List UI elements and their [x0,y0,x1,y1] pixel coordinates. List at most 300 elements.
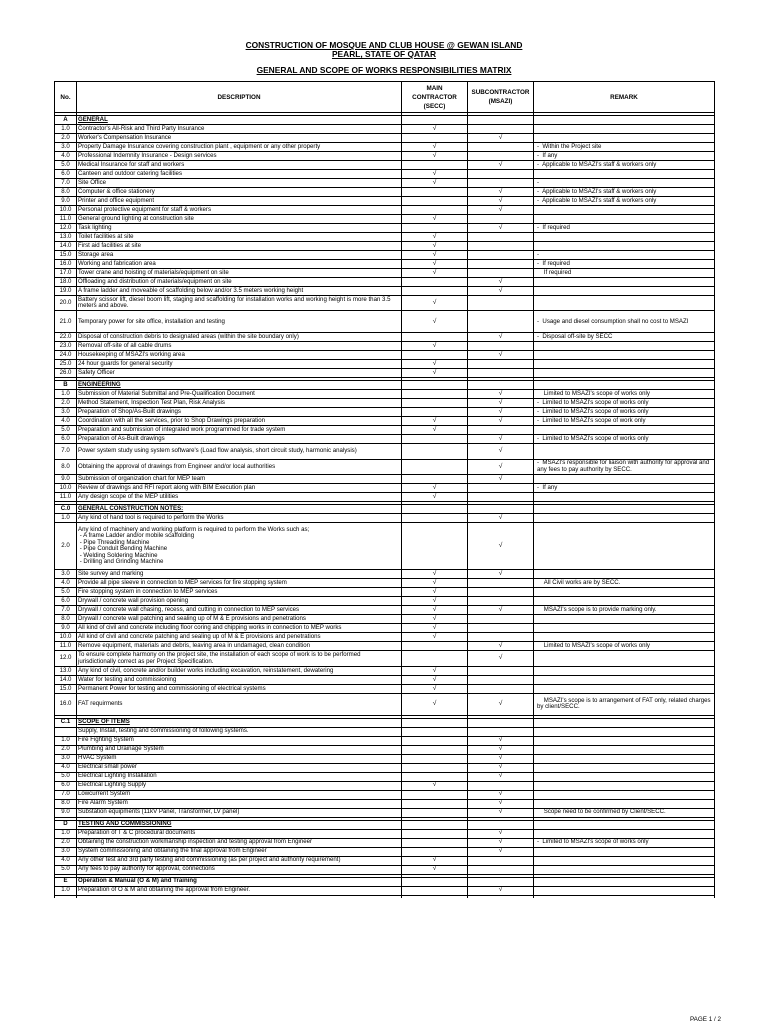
subcontractor-cell [468,134,534,143]
checkmark-icon: √ [498,160,503,168]
spacer-cell [534,895,715,898]
subcontractor-cell [468,197,534,206]
remark-cell [534,718,715,727]
table-row [55,260,715,269]
main-contractor-cell [402,754,468,763]
item-number: 4.0 [55,579,77,588]
remark-cell [534,116,715,125]
main-contractor-cell [402,615,468,624]
item-number: 16.0 [55,693,77,715]
checkmark-icon: √ [498,416,503,424]
checkmark-icon: √ [432,124,437,132]
item-number: 9.0 [55,808,77,817]
checkmark-icon: √ [498,745,503,753]
main-contractor-cell [402,763,468,772]
main-contractor-cell [402,459,468,474]
table-row [55,390,715,399]
subcontractor-cell [468,675,534,684]
checkmark-icon: √ [432,492,437,500]
main-contractor-cell [402,179,468,188]
section-header-row [55,116,715,125]
remark-cell [534,381,715,390]
section-title: ENGINEERING [77,381,402,390]
main-contractor-cell [402,588,468,597]
item-description: Coordination with all the services, prior to Shop Drawings preparation [77,417,402,426]
item-description: Preparation of As-Built drawings [77,435,402,444]
main-contractor-cell [402,161,468,170]
table-row [55,624,715,633]
item-description: Review of drawings and RFI report along with BIM Execution plan [77,483,402,492]
item-description: Plumbing and Drainage System [77,745,402,754]
table-row [55,772,715,781]
subcontractor-cell [468,369,534,378]
main-contractor-cell [402,693,468,715]
remark-cell [534,492,715,501]
table-row [55,333,715,342]
subcontractor-cell [468,642,534,651]
item-number: 11.0 [55,215,77,224]
checkmark-icon: √ [498,754,503,762]
item-number: 3.0 [55,754,77,763]
subcontractor-cell [468,435,534,444]
remark-cell [534,763,715,772]
item-number: 14.0 [55,242,77,251]
main-contractor-cell [402,224,468,233]
main-contractor-cell [402,333,468,342]
main-contractor-cell [402,287,468,296]
remark-cell [534,296,715,311]
item-description: Computer & office stationery [77,188,402,197]
checkmark-icon: √ [432,856,437,864]
main-contractor-cell [402,736,468,745]
remark-cell [534,684,715,693]
table-row [55,435,715,444]
subcontractor-cell [468,633,534,642]
header-description: DESCRIPTION [77,82,402,113]
main-contractor-cell [402,727,468,736]
subcontractor-cell [468,513,534,522]
item-description: Power system study using system software's (Load flow analysis, short circuit study, harmonic analysis) [77,444,402,459]
item-description: Fire stopping system in connection to MEP services [77,588,402,597]
subcontractor-cell [468,408,534,417]
subcontractor-cell [468,483,534,492]
main-contractor-cell [402,197,468,206]
item-description: Canteen and outdoor catering facilities [77,170,402,179]
header-sub-line2: (MSAZI) [488,98,513,105]
subcontractor-cell [468,790,534,799]
main-contractor-cell [402,125,468,134]
main-contractor-cell [402,170,468,179]
subcontractor-cell [468,727,534,736]
subcontractor-cell [468,847,534,856]
section-letter: E [55,877,77,886]
checkmark-icon: √ [432,781,437,789]
remark-cell: - MSAZI's responsible for liaison with authority for approval and any fees to pay authority by SECC. [534,459,715,474]
table-row [55,251,715,260]
subcontractor-cell [468,242,534,251]
item-number: 13.0 [55,666,77,675]
item-description: Any kind of civil, concrete and/or builder works including excavation, reinstatement, dewatering [77,666,402,675]
header-sub-line1: SUBCONTRACTOR [471,89,530,96]
remark-cell [534,444,715,459]
header-main-contractor [402,82,468,113]
subcontractor-cell [468,588,534,597]
remark-cell [534,781,715,790]
item-number: 23.0 [55,342,77,351]
remark-cell: If required [534,269,715,278]
item-number: 8.0 [55,799,77,808]
subcontractor-cell [468,579,534,588]
remark-cell: All Civil works are by SECC. [534,579,715,588]
item-number: 6.0 [55,435,77,444]
table-row [55,161,715,170]
remark-cell [534,522,715,569]
item-number: 1.0 [55,829,77,838]
subcontractor-cell [468,856,534,865]
checkmark-icon: √ [432,597,437,605]
main-contractor-cell [402,116,468,125]
item-description: Toilet facilities at site [77,233,402,242]
item-number: 4.0 [55,152,77,161]
subcontractor-cell [468,188,534,197]
checkmark-icon: √ [432,579,437,587]
checkmark-icon: √ [432,298,437,306]
remark-cell [534,772,715,781]
table-row [55,197,715,206]
checkmark-icon: √ [498,763,503,771]
main-contractor-cell [402,820,468,829]
matrix-body [55,113,715,898]
subcontractor-cell [468,459,534,474]
table-row [55,799,715,808]
main-contractor-cell [402,886,468,895]
checkmark-icon: √ [432,666,437,674]
table-row [55,399,715,408]
checkmark-icon: √ [432,865,437,873]
item-number: 11.0 [55,492,77,501]
item-description: Submission of organization chart for MEP team [77,474,402,483]
remark-cell [534,360,715,369]
table-row [55,351,715,360]
item-number: 9.0 [55,624,77,633]
table-row [55,179,715,188]
main-contractor-cell [402,808,468,817]
main-contractor-cell [402,522,468,569]
subcontractor-cell [468,311,534,333]
table-row [55,684,715,693]
item-description: Lowcurrent System [77,790,402,799]
table-row [55,287,715,296]
section-header-row [55,381,715,390]
main-contractor-cell [402,381,468,390]
table-row [55,763,715,772]
checkmark-icon: √ [432,241,437,249]
remark-cell: - Within the Project site [534,143,715,152]
item-number: 7.0 [55,444,77,459]
item-number: 24.0 [55,351,77,360]
checkmark-icon: √ [498,654,503,662]
item-description: System commissioning and obtaining the final approval from Engineer [77,847,402,856]
table-row [55,360,715,369]
checkmark-icon: √ [432,259,437,267]
checkmark-icon: √ [498,829,503,837]
table-row [55,513,715,522]
subcontractor-cell [468,143,534,152]
table-row [55,781,715,790]
checkmark-icon: √ [498,772,503,780]
subcontractor-cell [468,651,534,666]
item-description: All kind of civil and concrete including floor coring and chipping works in connection to MEP works [77,624,402,633]
item-number: 8.0 [55,188,77,197]
main-contractor-cell [402,215,468,224]
subcontractor-cell [468,333,534,342]
checkmark-icon: √ [498,332,503,340]
section-letter: D [55,820,77,829]
remark-cell: - If any [534,152,715,161]
main-contractor-cell [402,152,468,161]
main-contractor-cell [402,390,468,399]
subcontractor-cell [468,278,534,287]
table-row [55,269,715,278]
checkmark-icon: √ [498,277,503,285]
item-number: 7.0 [55,606,77,615]
subcontractor-cell [468,615,534,624]
remark-cell [534,588,715,597]
item-description: Drywall / concrete wall chasing, recess, and cutting in connection to MEP services [77,606,402,615]
checkmark-icon: √ [432,633,437,641]
header-no: No. [55,82,77,113]
checkmark-icon: √ [498,205,503,213]
subcontractor-cell [468,492,534,501]
header-main-line2: CONTRACTOR [412,93,457,101]
subcontractor-cell [468,754,534,763]
item-number [55,727,77,736]
checkmark-icon: √ [432,416,437,424]
main-contractor-cell [402,579,468,588]
section-letter: B [55,381,77,390]
item-number: 1.0 [55,125,77,134]
main-contractor-cell [402,513,468,522]
item-description: Housekeeping of MSAZI's working area [77,351,402,360]
spacer-cell [55,895,77,898]
checkmark-icon: √ [498,133,503,141]
remark-cell [534,570,715,579]
subcontractor-cell [468,233,534,242]
checkmark-icon: √ [432,588,437,596]
item-number: 2.0 [55,745,77,754]
subcontractor-cell [468,865,534,874]
item-number: 3.0 [55,570,77,579]
main-contractor-cell [402,260,468,269]
header-remark: REMARK [534,82,715,113]
section-letter: C.0 [55,504,77,513]
page-number: PAGE 1 / 2 [689,1016,721,1023]
item-description: First aid facilities at site [77,242,402,251]
checkmark-icon: √ [498,838,503,846]
table-row [55,606,715,615]
remark-cell [534,856,715,865]
subcontractor-cell [468,342,534,351]
checkmark-icon: √ [498,736,503,744]
table-row [55,856,715,865]
subcontractor-cell [468,666,534,675]
item-description: Worker's Compensation Insurance [77,134,402,143]
item-description: All kind of civil and concrete patching and sealing up of M & E provisions and penetrations [77,633,402,642]
document-title-line1: CONSTRUCTION OF MOSQUE AND CLUB HOUSE @ GEWAN ISLAND [245,40,523,50]
subcontractor-cell [468,820,534,829]
item-description: Property Damage Insurance covering construction plant , equipment or any other property [77,143,402,152]
item-number: 25.0 [55,360,77,369]
main-contractor-cell [402,483,468,492]
subcontractor-cell [468,251,534,260]
checkmark-icon: √ [432,232,437,240]
table-row [55,693,715,715]
item-number: 6.0 [55,597,77,606]
checkmark-icon: √ [432,250,437,258]
table-row [55,651,715,666]
subcontractor-cell [468,260,534,269]
remark-cell: - Applicable to MSAZI's staff & workers only [534,161,715,170]
subcontractor-cell [468,206,534,215]
remark-cell: - Limited to MSAZI's scope of works only [534,838,715,847]
item-description: Site survey and marking [77,570,402,579]
table-row [55,417,715,426]
item-number: 8.0 [55,459,77,474]
item-number: 9.0 [55,474,77,483]
remark-cell [534,633,715,642]
subcontractor-cell [468,351,534,360]
item-description: Preparation and submission of integrated work programmed for trade system [77,426,402,435]
section-title: GENERAL CONSTRUCTION NOTES: [77,504,402,513]
remark-cell: MSAZI's scope is to provide marking only. [534,606,715,615]
item-number: 1.0 [55,513,77,522]
header-main-line1: MAIN [426,84,443,92]
item-number: 12.0 [55,651,77,666]
table-row [55,296,715,311]
section-title: GENERAL [77,116,402,125]
main-contractor-cell [402,642,468,651]
remark-cell: MSAZI's scope is to arrangement of FAT only, related charges by client/SECC. [534,693,715,715]
checkmark-icon: √ [432,425,437,433]
item-description: Substation equipments (11kV Panel, Transformer, LV panel) [77,808,402,817]
table-row [55,342,715,351]
checkmark-icon: √ [432,483,437,491]
table-row [55,579,715,588]
item-number: 19.0 [55,287,77,296]
main-contractor-cell [402,408,468,417]
checkmark-icon: √ [498,223,503,231]
subcontractor-cell [468,624,534,633]
subcontractor-cell [468,444,534,459]
main-contractor-cell [402,369,468,378]
table-row [55,886,715,895]
item-description: Water for testing and commissioning [77,675,402,684]
remark-cell: - Limited to MSAZI's scope of works only [534,399,715,408]
remark-cell [534,474,715,483]
item-number: 10.0 [55,206,77,215]
item-description: Obtaining the approval of drawings from Engineer and/or local authorities [77,459,402,474]
item-description: Submission of Material Submittal and Pre-Qualification Document [77,390,402,399]
item-number: 4.0 [55,763,77,772]
checkmark-icon: √ [432,570,437,578]
table-row [55,278,715,287]
item-number: 13.0 [55,233,77,242]
checkmark-icon: √ [432,624,437,632]
remark-cell [534,134,715,143]
spacer-row [55,895,715,898]
table-row [55,727,715,736]
table-row [55,188,715,197]
main-contractor-cell [402,296,468,311]
subcontractor-cell [468,718,534,727]
checkmark-icon: √ [432,151,437,159]
main-contractor-cell [402,606,468,615]
checkmark-icon: √ [498,447,503,455]
remark-cell [534,242,715,251]
item-number: 2.0 [55,134,77,143]
item-number: 5.0 [55,772,77,781]
item-description: Drywall / concrete wall patching and sealing up of M & E provisions and penetrations [77,615,402,624]
checkmark-icon: √ [498,847,503,855]
item-description: Preparation of O & M and obtaining the approval from Engineer. [77,886,402,895]
table-row [55,675,715,684]
subcontractor-cell [468,772,534,781]
checkmark-icon: √ [498,886,503,894]
table-row [55,474,715,483]
item-number: 4.0 [55,417,77,426]
item-description: Working and fabrication area [77,260,402,269]
subcontractor-cell [468,808,534,817]
item-number: 17.0 [55,269,77,278]
item-description: Tower crane and hoisting of materials/equipment on site [77,269,402,278]
table-row [55,444,715,459]
main-contractor-cell [402,856,468,865]
item-number: 20.0 [55,296,77,311]
subcontractor-cell [468,606,534,615]
checkmark-icon: √ [498,808,503,816]
checkmark-icon: √ [432,359,437,367]
item-description: Fire Fighting System [77,736,402,745]
subcontractor-cell [468,763,534,772]
remark-cell [534,754,715,763]
remark-cell [534,513,715,522]
subcontractor-cell [468,799,534,808]
table-row [55,224,715,233]
section-header-row [55,504,715,513]
item-description: Task lighting [77,224,402,233]
main-contractor-cell [402,847,468,856]
item-description: Drywall / concrete wall provision opening [77,597,402,606]
remark-cell [534,745,715,754]
remark-cell [534,790,715,799]
remark-cell [534,799,715,808]
item-description: 24 hour guards for general security [77,360,402,369]
item-number: 15.0 [55,251,77,260]
subcontractor-cell [468,161,534,170]
subcontractor-cell [468,522,534,569]
item-description: Temporary power for site office, installation and testing [77,311,402,333]
subcontractor-cell [468,224,534,233]
item-description: Preparation of Shop/As-Built drawings [77,408,402,417]
subcontractor-cell [468,829,534,838]
remark-cell: Scope need to be confirmed by Client/SECC. [534,808,715,817]
item-description: A frame ladder and moveable of scaffolding below and/or 3.5 meters working height [77,287,402,296]
remark-cell [534,736,715,745]
item-number: 8.0 [55,615,77,624]
remark-cell: - If any [534,483,715,492]
item-number: 21.0 [55,311,77,333]
subcontractor-cell [468,269,534,278]
